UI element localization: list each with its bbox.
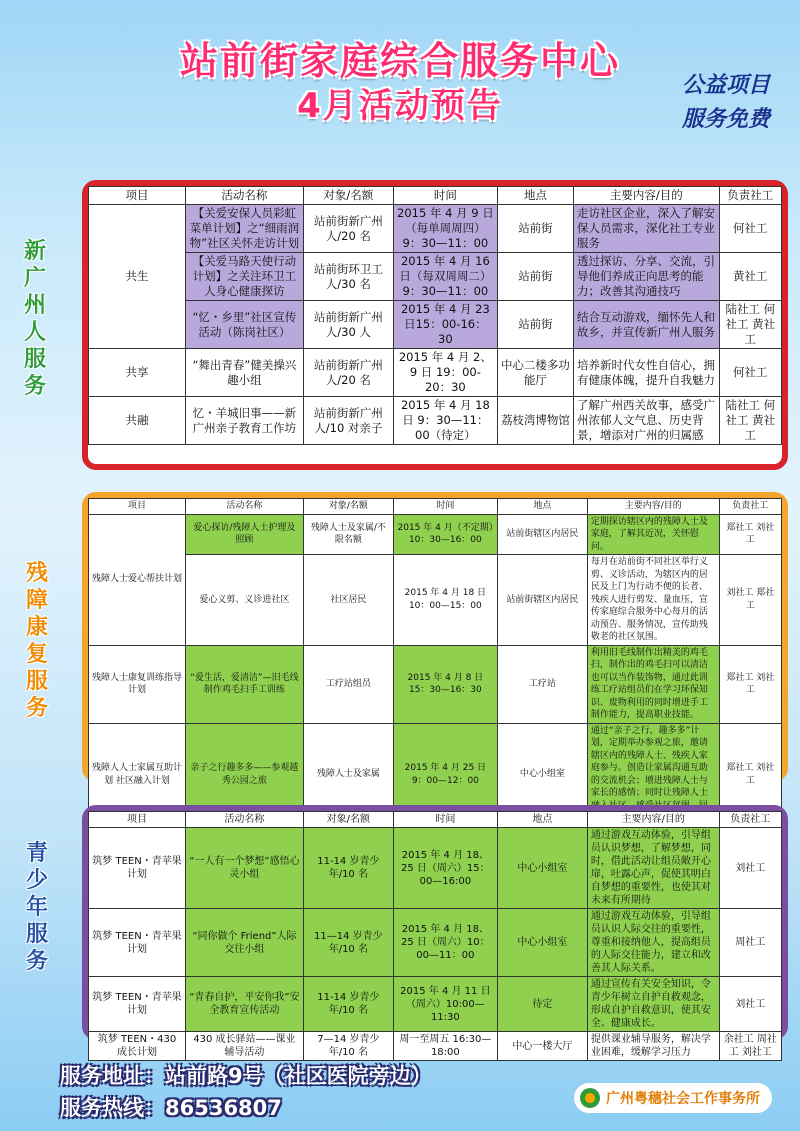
table-disability: [88, 498, 782, 827]
table-cell: 2015 年 4 月 8 日 15：30—16：30: [393, 645, 497, 723]
table-cell: 中心小组室: [497, 909, 587, 977]
column-header: 负责社工: [719, 499, 781, 515]
slogan-line-1: 公益项目: [681, 73, 770, 98]
table-row: [89, 555, 782, 646]
column-header: 地点: [497, 187, 573, 205]
table-cell: 利用旧毛线制作出精美的鸡毛扫，制作出的鸡毛扫可以清洁也可以当作装饰物，通过此训练工疗站组员们在学习环保知识、废物利用的同时增进手工制作能力，提高职业技能。: [587, 645, 719, 723]
table-cell: 2015 年 4 月 25 日 9：00—12：00: [393, 723, 497, 826]
table-cell: 筑梦 TEEN・青苹果计划: [89, 909, 186, 977]
table-cell: 每月在站前街不同社区举行义剪、义诊活动，为辖区内的居民及上门为行动不便的长者、残疾人进行剪发、量血压，宣传家庭综合服务中心每月的活动预告、服务情况，宣传助残敬老的社区氛围。: [587, 555, 719, 646]
table-cell: 陆社工 何社工 黄社工: [719, 397, 781, 445]
table-cell: “舞出青春”健美操兴趣小组: [186, 349, 304, 397]
table-cell: 忆・羊城旧事——新广州亲子教育工作坊: [186, 397, 304, 445]
table-cell: 站前街新广州人/20 名: [303, 349, 393, 397]
main-title: 站前街家庭综合服务中心: [179, 39, 620, 83]
table-cell: 站前街: [497, 253, 573, 301]
table-cell: 走访社区企业，深入了解安保人员需求，深化社工专业服务: [574, 205, 720, 253]
table-cell: 中心一楼大厅: [497, 1032, 587, 1061]
column-header: 时间: [393, 812, 497, 828]
table-cell: 郑社工 刘社工: [719, 645, 781, 723]
slogan-line-2: 服务免费: [681, 107, 770, 132]
table-cell: 站前街: [497, 205, 573, 253]
table-row: [89, 514, 782, 555]
table-row: [89, 349, 782, 397]
table-cell: 陆社工 何社工 黄社工: [719, 301, 781, 349]
table-cell: 刘社工 郑社工: [719, 555, 781, 646]
table-cell: “忆・乡里”社区宣传活动（陈岗社区）: [186, 301, 304, 349]
column-header: 地点: [497, 499, 587, 515]
column-header: 主要内容/目的: [587, 812, 719, 828]
table-cell: 2015 年 4 月 2、9 日 19：00-20：30: [393, 349, 497, 397]
column-header: 主要内容/目的: [574, 187, 720, 205]
table-cell: 2015 年 4 月（不定期）10：30—16：00: [393, 514, 497, 555]
table-cell: 中心小组室: [497, 723, 587, 826]
table-cell: 中心二楼多功能厅: [497, 349, 573, 397]
column-header: 项目: [89, 499, 186, 515]
table-cell: 何社工: [719, 349, 781, 397]
table-cell: 残障人士爱心帮扶计划: [89, 514, 186, 645]
column-header: 时间: [393, 187, 497, 205]
table-row: [89, 977, 782, 1032]
table-cell: “一人有一个梦想”感悟心灵小组: [186, 828, 304, 909]
table-cell: 黄社工: [719, 253, 781, 301]
table-cell: “同你做个 Friend”人际交往小组: [186, 909, 304, 977]
table-cell: 工疗站: [497, 645, 587, 723]
table-cell: 通过游戏互动体验，引导组员认识梦想，了解梦想，同时，借此活动让组员敞开心扉，吐露心声，促使其明白自梦想的重要性，也使其对未来有所期待: [587, 828, 719, 909]
table-cell: 郑社工 刘社工: [719, 723, 781, 826]
table-cell: 2015 年 4 月 9 日（每单周周四）9：30—11：00: [393, 205, 497, 253]
column-header: 地点: [497, 812, 587, 828]
service-address: 服务地址：站前路9号（社区医院旁边）: [60, 1064, 432, 1088]
table-new-guangzhou: [88, 186, 782, 445]
org-logo-icon: [580, 1088, 600, 1108]
table-cell: 培养新时代女性自信心，拥有健康体魄，提升自我魅力: [574, 349, 720, 397]
table-row: [89, 301, 782, 349]
panel-youth: [82, 805, 788, 1058]
table-cell: 站前街环卫工人/30 名: [303, 253, 393, 301]
table-cell: 刘社工: [719, 977, 781, 1032]
table-cell: 【关爱马路天使行动计划】之关注环卫工人身心健康探访: [186, 253, 304, 301]
table-cell: “爱生活，爱清洁”—旧毛线制作鸡毛扫手工训练: [186, 645, 304, 723]
column-header: 项目: [89, 812, 186, 828]
column-header: 活动名称: [186, 187, 304, 205]
service-hotline: 服务热线：86536807: [60, 1096, 282, 1120]
table-cell: 提供课业辅导服务，解决学业困难，缓解学习压力: [587, 1032, 719, 1061]
table-row: [89, 645, 782, 723]
table-cell: 残障人士康复训练指导计划: [89, 645, 186, 723]
table-cell: 11-14 岁青少年/10 名: [303, 828, 393, 909]
column-header: 活动名称: [186, 499, 304, 515]
table-cell: 2015 年 4 月 23 日15：00-16：30: [393, 301, 497, 349]
table-cell: 站前街辖区内居民: [497, 514, 587, 555]
table-cell: “青春自护，平安你我”安全教育宣传活动: [186, 977, 304, 1032]
table-cell: 站前街新广州人/30 人: [303, 301, 393, 349]
column-header: 对象/名额: [303, 187, 393, 205]
table-cell: 2015 年 4 月 11 日（周六）10:00—11:30: [393, 977, 497, 1032]
table-cell: 筑梦 TEEN・430 成长计划: [89, 1032, 186, 1061]
side-label-section1: 新广州人服务: [23, 239, 46, 399]
table-cell: 筑梦 TEEN・青苹果计划: [89, 977, 186, 1032]
table-cell: 中心小组室: [497, 828, 587, 909]
table-cell: 工疗站组员: [303, 645, 393, 723]
table-row: [89, 1032, 782, 1061]
table-cell: 通过“亲子之行，趣多多”计划，定期举办参观之旅，邀请辖区内的残障人士、残疾人家庭参与。创造让家属沟通互助的交流机会；增进残障人士与家长的感情；同时让残障人士: [587, 723, 719, 826]
table-cell: 周一至周五 16:30—18:00: [393, 1032, 497, 1061]
table-cell: 430 成长驿站——课业辅导活动: [186, 1032, 304, 1061]
table-cell: 2015 年 4 月 18 日 9：30—11：00（待定）: [393, 397, 497, 445]
column-header: 时间: [393, 499, 497, 515]
table-cell: 【关爱安保人员彩虹菜单计划】之“细雨润物”社区关怀走访计划: [186, 205, 304, 253]
table-cell: 爱心义剪、义诊进社区: [186, 555, 304, 646]
column-header: 负责社工: [719, 187, 781, 205]
table-cell: 亲子之行趣多多——参观越秀公园之旅: [186, 723, 304, 826]
table-cell: 共融: [89, 397, 186, 445]
sub-title: 4月活动预告: [297, 86, 503, 126]
table-row: [89, 397, 782, 445]
table-cell: 爱心探访/残障人士护理及照顾: [186, 514, 304, 555]
table-cell: 了解广州西关故事，感受广州浓郁人文气息、历史背景，增添对广州的归属感: [574, 397, 720, 445]
panel-new-guangzhou: [82, 180, 788, 470]
table-cell: 待定: [497, 977, 587, 1032]
side-label-section2: 残障康复服务: [25, 561, 48, 721]
table-cell: 透过探访、分享、交流，引导他们养成正向思考的能力；改善其沟通技巧: [574, 253, 720, 301]
organization-name: 广州粤穗社会工作事务所: [606, 1091, 760, 1107]
table-cell: 何社工: [719, 205, 781, 253]
table-cell: 定期探访辖区内的残障人士及家庭，了解其近况，关怀慰问。: [587, 514, 719, 555]
table-row: [89, 253, 782, 301]
column-header: 对象/名额: [303, 812, 393, 828]
column-header: 对象/名额: [303, 499, 393, 515]
table-cell: 余社工 周社工 刘社工: [719, 1032, 781, 1061]
table-cell: 2015 年 4 月 18、25 日（周六）10：00—11：00: [393, 909, 497, 977]
table-cell: 周社工: [719, 909, 781, 977]
column-header: 活动名称: [186, 812, 304, 828]
table-cell: 站前街新广州人/10 对亲子: [303, 397, 393, 445]
table-cell: 刘社工: [719, 828, 781, 909]
column-header: 主要内容/目的: [587, 499, 719, 515]
table-cell: 残障人人士家属互助计划 社区融入计划: [89, 723, 186, 826]
table-cell: 11-14 岁青少年/10 名: [303, 977, 393, 1032]
organization-badge: [574, 1083, 772, 1113]
table-cell: 共享: [89, 349, 186, 397]
table-row: [89, 909, 782, 977]
header-row: [89, 812, 782, 828]
table-cell: 2015 年 4 月 16 日（每双周周二）9：30—11：00: [393, 253, 497, 301]
table-cell: 残障人士及家属/不限名额: [303, 514, 393, 555]
table-cell: 通过游戏互动体验，引导组员认识人际交往的重要性，尊重和接纳他人，提高组员的人际交往能力，建立和改善其人际关系。: [587, 909, 719, 977]
table-cell: 社区居民: [303, 555, 393, 646]
table-cell: 站前街新广州人/20 名: [303, 205, 393, 253]
header-row: [89, 187, 782, 205]
table-cell: 2015 年 4 月 18、25 日（周六）15：00—16:00: [393, 828, 497, 909]
table-cell: 7—14 岁青少年/10 名: [303, 1032, 393, 1061]
side-label-section3: 青少年服务: [25, 841, 48, 974]
table-cell: 结合互动游戏，缅怀先人和故乡，并宣传新广州人服务: [574, 301, 720, 349]
table-cell: 筑梦 TEEN・青苹果计划: [89, 828, 186, 909]
table-cell: 站前街: [497, 301, 573, 349]
table-cell: 通过宣传有关安全知识，令青少年树立自护自救观念，形成自护自救意识，使其安全、健康成长。: [587, 977, 719, 1032]
header-row: [89, 499, 782, 515]
table-cell: 荔枝湾博物馆: [497, 397, 573, 445]
table-cell: 2015 年 4 月 18 日 10：00—15：00: [393, 555, 497, 646]
column-header: 项目: [89, 187, 186, 205]
panel-disability: [82, 492, 788, 798]
column-header: 负责社工: [719, 812, 781, 828]
table-cell: 郑社工 刘社工: [719, 514, 781, 555]
table-cell: 11—14 岁青少年/10 名: [303, 909, 393, 977]
table-row: [89, 205, 782, 253]
table-cell: 共生: [89, 205, 186, 349]
table-youth: [88, 811, 782, 1061]
table-cell: 站前街辖区内居民: [497, 555, 587, 646]
table-row: [89, 828, 782, 909]
table-cell: 残障人士及家属: [303, 723, 393, 826]
